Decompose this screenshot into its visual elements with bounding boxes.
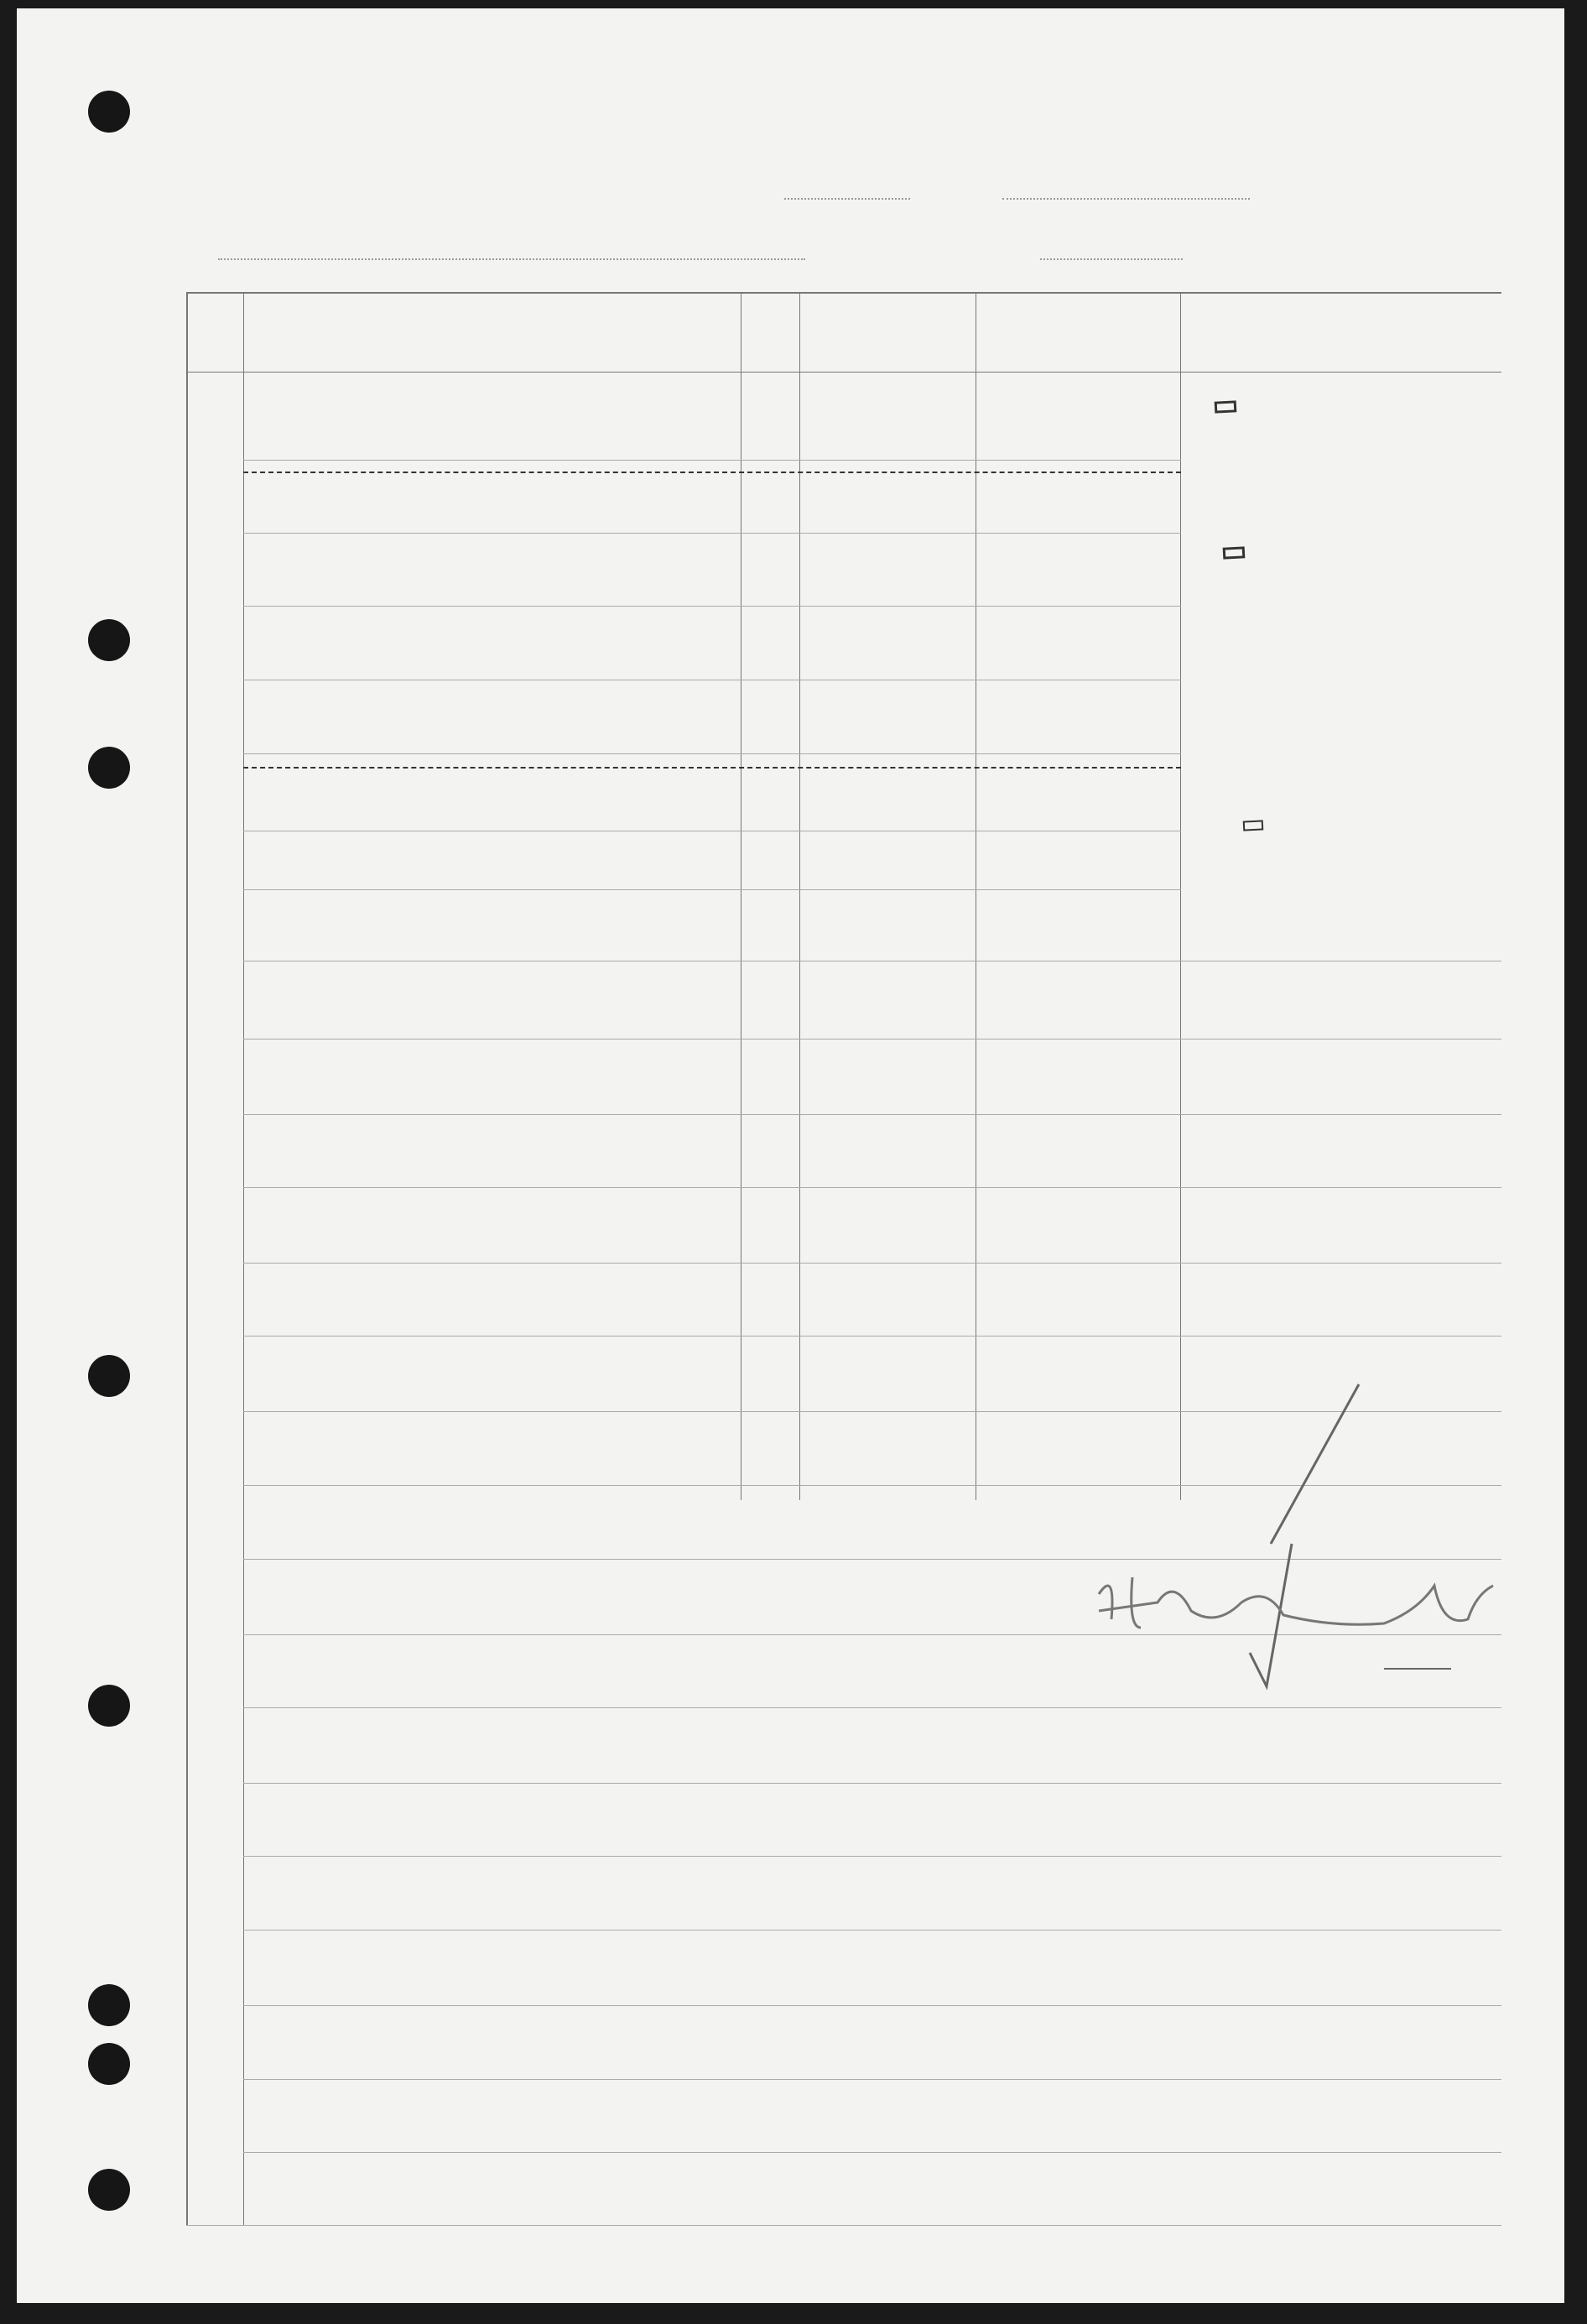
- row-divider: [243, 1783, 1501, 1784]
- row-divider: [243, 533, 1181, 534]
- fill-line: [1002, 198, 1250, 200]
- punch-hole: [88, 747, 130, 789]
- row-divider: [243, 2005, 1501, 2006]
- fraction-bar: [1384, 1668, 1451, 1670]
- row-divider: [243, 753, 1181, 754]
- row-divider: [243, 2079, 1501, 2080]
- row-divider: [243, 1114, 1501, 1115]
- punch-hole: [88, 91, 130, 133]
- row-divider: [243, 1856, 1501, 1857]
- table-top-rule: [186, 292, 1501, 294]
- row-divider: [243, 606, 1181, 607]
- row-divider: [243, 460, 1181, 461]
- us-citizen-stamp: [1243, 820, 1264, 831]
- header-rule: [186, 372, 1501, 373]
- fill-line: [218, 258, 805, 260]
- strike-line: [243, 472, 1181, 473]
- inspector-signature: [1082, 1376, 1518, 1712]
- table-bottom-rule: [186, 2225, 1501, 2226]
- form-page: [17, 8, 1564, 2303]
- punch-hole: [88, 619, 130, 661]
- fill-line: [1040, 258, 1183, 260]
- table-left-border: [186, 292, 188, 2226]
- punch-hole: [88, 2169, 130, 2211]
- strike-line: [243, 767, 1181, 769]
- row-divider: [243, 1336, 1501, 1337]
- row-divider: [243, 1187, 1501, 1188]
- col-divider: [799, 292, 800, 1500]
- col-divider: [1180, 292, 1181, 1500]
- col-divider: [243, 292, 244, 2226]
- us-citizen-stamp: [1223, 546, 1246, 559]
- us-citizen-stamp: [1215, 400, 1237, 413]
- punch-hole: [88, 1355, 130, 1397]
- row-divider: [243, 1039, 1501, 1040]
- row-divider: [243, 2152, 1501, 2153]
- punch-hole: [88, 2043, 130, 2085]
- row-divider: [243, 1930, 1501, 1931]
- fill-line: [784, 198, 910, 200]
- row-divider: [243, 1263, 1501, 1264]
- punch-hole: [88, 1685, 130, 1727]
- punch-hole: [88, 1984, 130, 2026]
- row-divider: [243, 889, 1181, 890]
